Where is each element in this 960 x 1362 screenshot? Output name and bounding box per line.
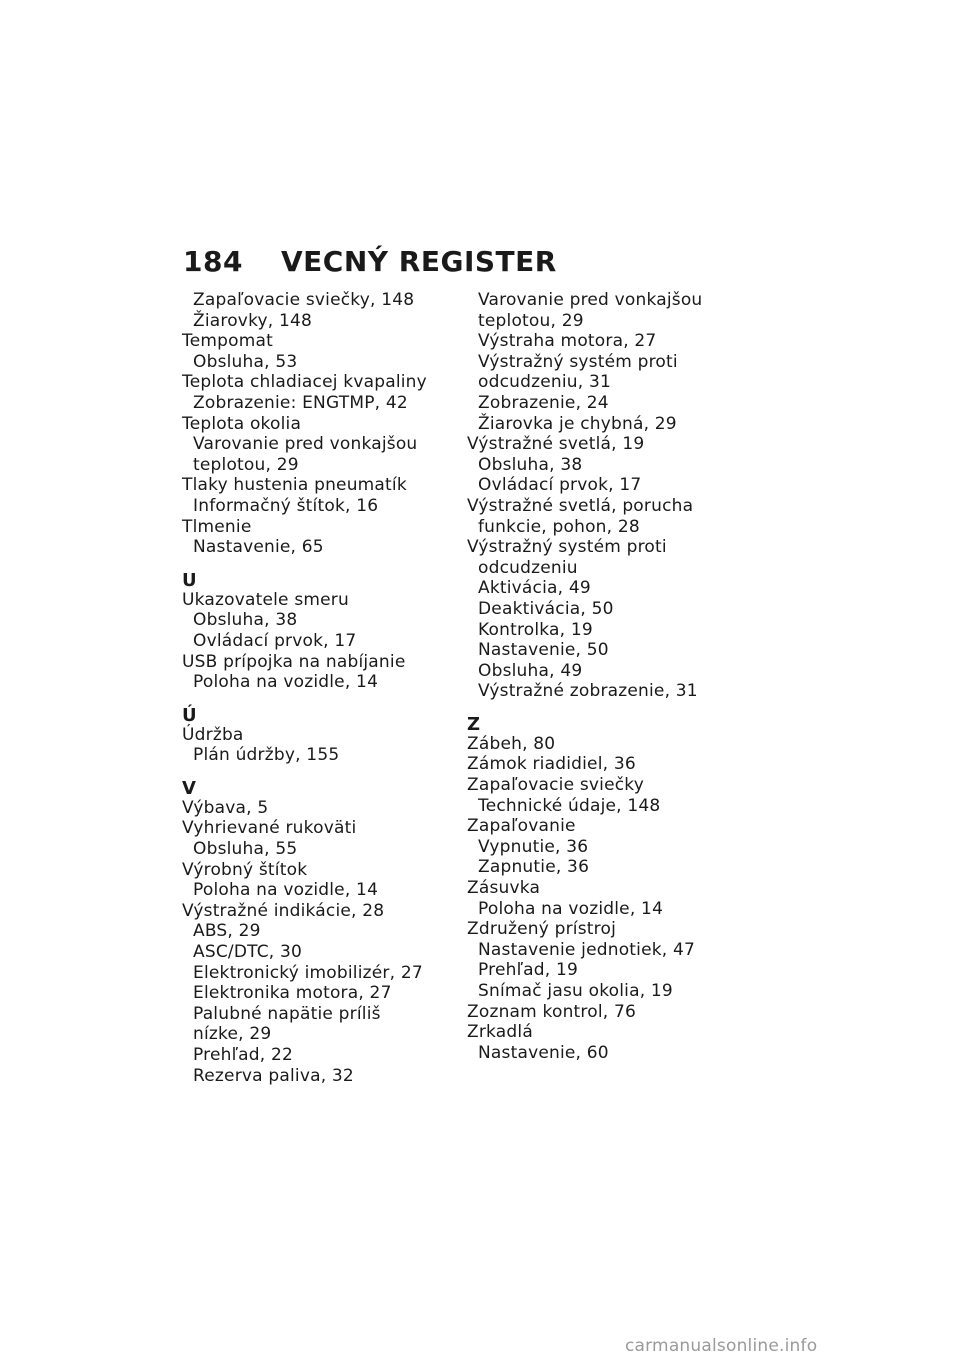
index-subentry: Zobrazenie: ENGTMP, 42: [193, 392, 408, 413]
index-subentry: Technické údaje, 148: [478, 795, 661, 816]
index-subentry: Elektronický imobilizér, 27: [193, 962, 423, 983]
index-subentry: Ovládací prvok, 17: [193, 630, 357, 651]
index-subentry: Varovanie pred vonkajšou: [478, 290, 703, 310]
index-entry: Zoznam kontrol, 76: [467, 1001, 636, 1022]
index-subentry: Žiarovky, 148: [193, 310, 313, 331]
index-letter-heading: V: [182, 777, 197, 799]
index-subentry: Žiarovka je chybná, 29: [478, 413, 677, 434]
index-letter-heading: Z: [467, 713, 481, 735]
index-subentry: Zobrazenie, 24: [478, 392, 609, 413]
index-entry: Zrkadlá: [467, 1022, 533, 1043]
index-subentry: Obsluha, 53: [193, 351, 298, 372]
index-subentry: Poloha na vozidle, 14: [478, 898, 664, 919]
index-entry: Výstražné svetlá, 19: [467, 434, 645, 455]
index-subentry: Nastavenie jednotiek, 47: [478, 939, 696, 960]
index-subentry: Prehľad, 22: [193, 1045, 294, 1065]
index-entry: Výstražné svetlá, porucha: [467, 495, 694, 516]
index-entry: Teplota chladiacej kvapaliny: [182, 372, 427, 393]
index-subentry: Poloha na vozidle, 14: [193, 880, 379, 901]
index-entry: Teplota okolia: [182, 413, 302, 434]
index-entry: Zapaľovacie sviečky: [467, 775, 645, 796]
index-subentry: Varovanie pred vonkajšou: [193, 434, 418, 455]
index-column-right: [467, 290, 757, 1063]
page-header: [183, 240, 557, 284]
index-column-left: [182, 290, 472, 1086]
index-subentry: odcudzeniu, 31: [478, 372, 611, 393]
index-subentry: Obsluha, 49: [478, 660, 583, 681]
index-subentry: ABS, 29: [193, 921, 261, 942]
index-entry: USB prípojka na nabíjanie: [182, 651, 406, 672]
index-entry: Ukazovatele smeru: [182, 589, 349, 610]
index-subentry: Nastavenie, 50: [478, 640, 609, 661]
index-subentry: Deaktivácia, 50: [478, 598, 614, 619]
index-subentry: Zapnutie, 36: [478, 857, 590, 878]
index-entry: Tlmenie: [182, 516, 252, 537]
index-entry: Výbava, 5: [182, 797, 269, 818]
index-subentry: Nastavenie, 60: [478, 1042, 609, 1063]
index-subentry: ASC/DTC, 30: [193, 942, 303, 963]
index-subentry: teplotou, 29: [193, 454, 299, 475]
index-entry: Výrobný štítok: [182, 859, 308, 880]
index-subentry: Poloha na vozidle, 14: [193, 672, 379, 693]
index-subentry: Zapaľovacie sviečky, 148: [193, 290, 415, 310]
index-subentry: Vypnutie, 36: [478, 836, 589, 857]
index-subentry: Rezerva paliva, 32: [193, 1065, 354, 1086]
index-entry: Výstražné indikácie, 28: [182, 900, 385, 921]
index-subentry: Informačný štítok, 16: [193, 495, 379, 516]
page-number: 184: [183, 245, 243, 278]
index-letter-heading: Ú: [182, 704, 197, 726]
index-subentry: Výstražný systém proti: [478, 351, 678, 372]
page-title: VECNÝ REGISTER: [281, 245, 557, 278]
index-subentry: Obsluha, 55: [193, 839, 298, 860]
index-subentry: Aktivácia, 49: [478, 578, 591, 599]
index-entry: Vyhrievané rukoväti: [182, 818, 357, 839]
index-entry: Zapaľovanie: [467, 816, 576, 837]
index-subentry: odcudzeniu: [478, 557, 578, 578]
index-subentry: Obsluha, 38: [478, 454, 583, 475]
index-entry: Tlaky hustenia pneumatík: [182, 475, 407, 496]
index-entry: Združený prístroj: [467, 919, 616, 940]
index-subentry: Ovládací prvok, 17: [478, 475, 642, 496]
index-letter-heading: U: [182, 569, 197, 591]
index-entry: Výstražný systém proti: [467, 537, 667, 558]
index-subentry: Snímač jasu okolia, 19: [478, 981, 673, 1001]
index-subentry: Elektronika motora, 27: [193, 983, 392, 1004]
index-subentry: Výstraha motora, 27: [478, 331, 657, 352]
index-entry: Zámok riadidiel, 36: [467, 754, 636, 775]
index-subentry: Nastavenie, 65: [193, 537, 324, 558]
index-subentry: teplotou, 29: [478, 310, 584, 331]
index-subentry: nízke, 29: [193, 1024, 272, 1045]
watermark: carmanualsonline.info: [625, 1336, 818, 1356]
index-subentry: Palubné napätie príliš: [193, 1003, 381, 1024]
index-subentry: Výstražné zobrazenie, 31: [478, 681, 698, 702]
index-entry: Zábeh, 80: [467, 733, 556, 754]
index-subentry: Plán údržby, 155: [193, 745, 340, 766]
index-entry: Tempomat: [182, 331, 273, 352]
index-entry: Údržba: [182, 724, 244, 745]
index-subentry: Prehľad, 19: [478, 960, 579, 981]
index-subentry: Kontrolka, 19: [478, 619, 593, 640]
index-subentry: Obsluha, 38: [193, 610, 298, 631]
index-subentry: funkcie, pohon, 28: [478, 516, 640, 537]
index-entry: Zásuvka: [467, 878, 541, 899]
